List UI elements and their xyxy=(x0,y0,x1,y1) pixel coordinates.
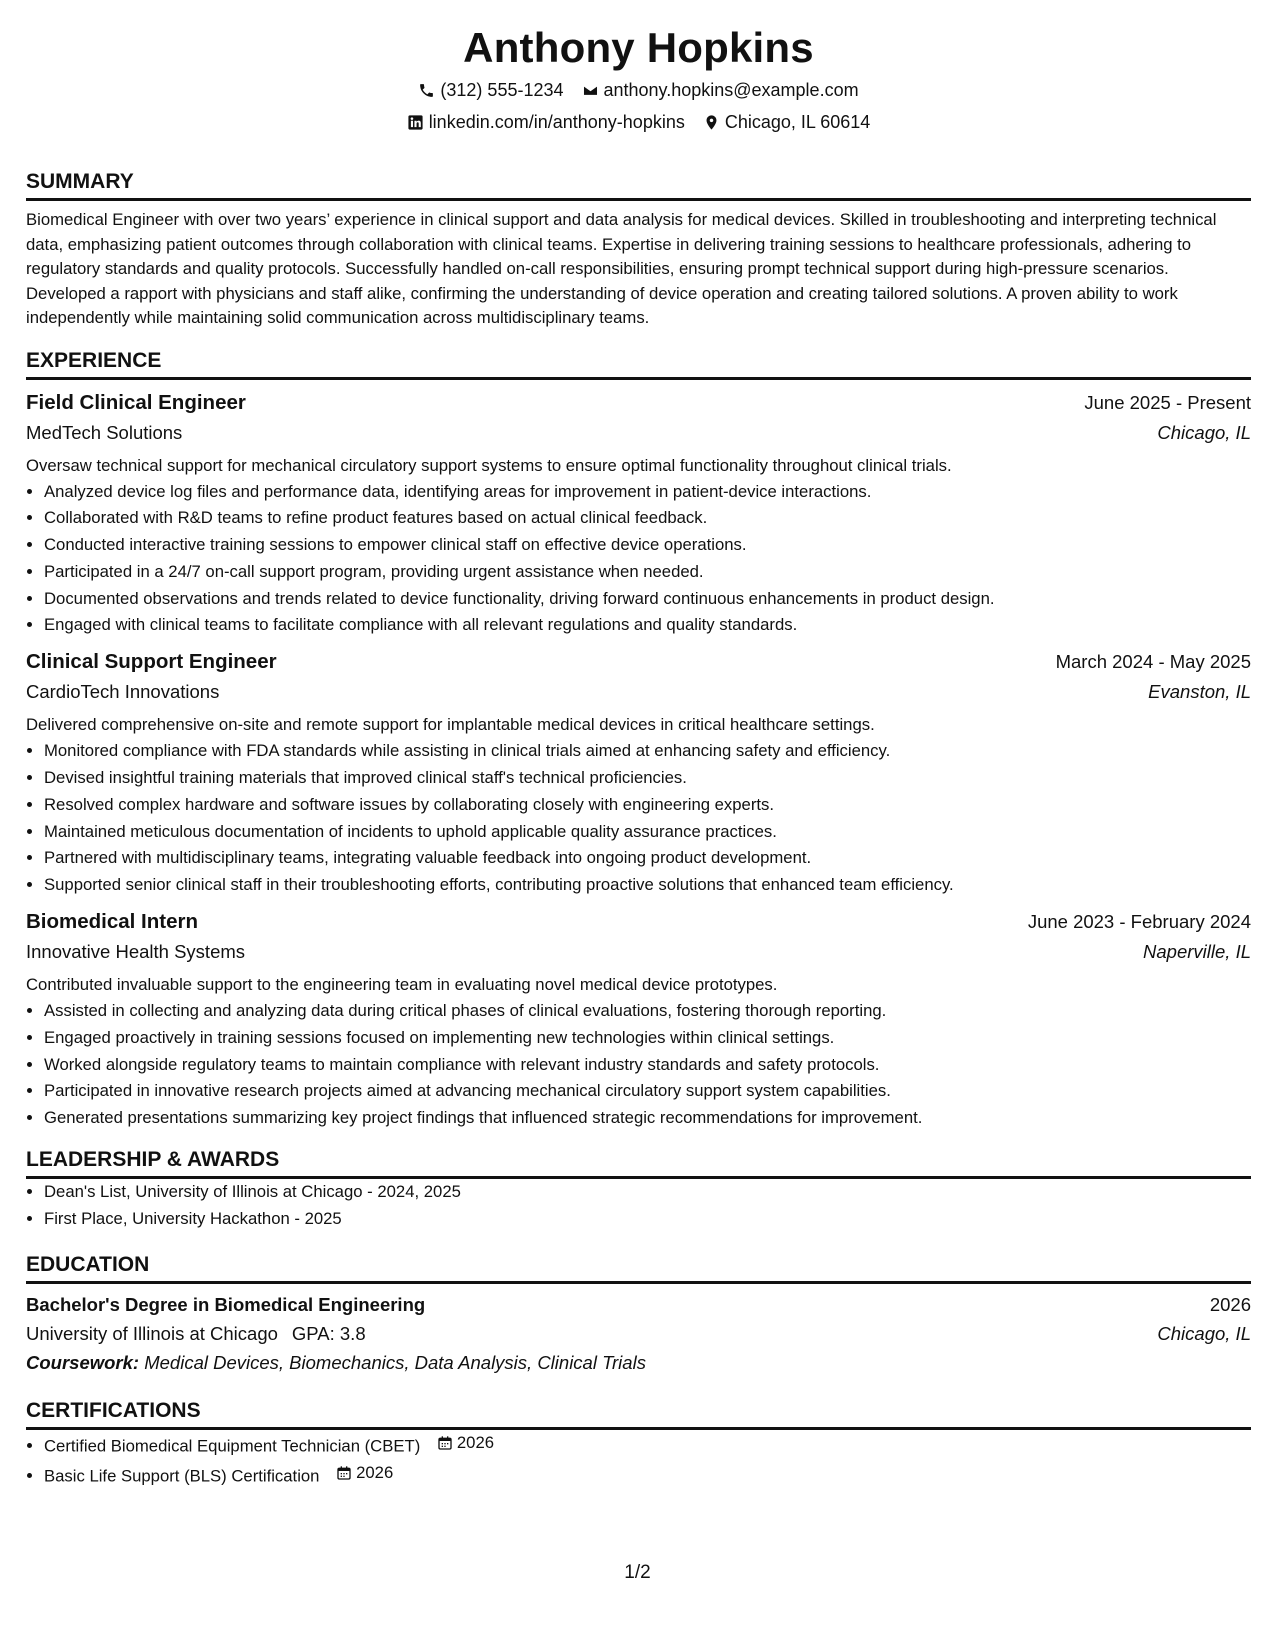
certification-year: 2026 xyxy=(356,1462,394,1482)
coursework-list: Medical Devices, Biomechanics, Data Analysis, Clinical Trials xyxy=(144,1351,646,1373)
certification-item xyxy=(44,1430,1251,1460)
job-bullet: • Generated presentations summarizing key project findings that influenced strategic recommendations for improvement. xyxy=(44,1105,1251,1132)
job-title: Field Clinical Engineer xyxy=(26,390,246,414)
coursework-label: Coursework: xyxy=(26,1351,140,1373)
awards-list xyxy=(26,1179,1251,1233)
award-item: • First Place, University Hackathon - 2025 xyxy=(44,1206,1251,1233)
job-location: Evanston, IL xyxy=(1148,681,1251,703)
contact-linkedin[interactable] xyxy=(407,106,685,138)
linkedin-icon xyxy=(407,114,424,131)
job-dates: March 2024 - May 2025 xyxy=(1055,651,1251,673)
summary-heading: SUMMARY xyxy=(26,168,1251,201)
certifications-heading: CERTIFICATIONS xyxy=(26,1397,1251,1430)
school-location: Chicago, IL xyxy=(1157,1322,1251,1344)
certifications-section xyxy=(26,1397,1251,1490)
graduation-year: 2026 xyxy=(1209,1293,1251,1315)
job-bullet: • Engaged proactively in training sessions focused on implementing new technologies within clinical settings. xyxy=(44,1025,1251,1052)
job-entry xyxy=(26,388,1251,640)
degree: Bachelor's Degree in Biomedical Engineering xyxy=(26,1293,426,1315)
job-bullet: • Resolved complex hardware and software issues by collaborating closely with engineering experts. xyxy=(44,792,1251,819)
job-company: MedTech Solutions xyxy=(26,421,183,443)
job-dates: June 2023 - February 2024 xyxy=(1027,911,1251,933)
job-bullet: • Assisted in collecting and analyzing data during critical phases of clinical evaluations, fostering thorough reporting. xyxy=(44,998,1251,1025)
envelope-icon xyxy=(582,82,599,99)
gpa: GPA: 3.8 xyxy=(291,1322,366,1344)
awards-section xyxy=(26,1146,1251,1233)
job-entry xyxy=(26,647,1251,899)
education-section xyxy=(26,1251,1251,1377)
certification-date xyxy=(437,1430,494,1457)
job-bullets xyxy=(26,738,1251,899)
job-bullet: • Maintained meticulous documentation of incidents to uphold applicable quality assurance practices. xyxy=(44,819,1251,846)
job-bullet: • Collaborated with R&D teams to refine product features based on actual clinical feedback. xyxy=(44,505,1251,532)
school-name: University of Illinois at Chicago xyxy=(26,1322,278,1344)
certification-name: Certified Biomedical Equipment Technician (CBET) xyxy=(44,1436,421,1456)
job-entry xyxy=(26,907,1251,1132)
coursework xyxy=(26,1348,1251,1377)
job-bullet: • Supported senior clinical staff in their troubleshooting efforts, contributing proactive solutions that enhanced team efficiency. xyxy=(44,872,1251,899)
job-description: Delivered comprehensive on-site and remote support for implantable medical devices in critical healthcare settings. xyxy=(26,715,875,735)
email-link[interactable]: anthony.hopkins@example.com xyxy=(603,80,859,100)
job-bullet: • Documented observations and trends related to device functionality, driving forward continuous enhancements in product design. xyxy=(44,586,1251,613)
job-bullet: • Participated in innovative research projects aimed at advancing mechanical circulatory support system capabilities. xyxy=(44,1078,1251,1105)
job-bullet: • Engaged with clinical teams to facilitate compliance with all relevant regulations and quality standards. xyxy=(44,612,1251,639)
phone-icon xyxy=(418,82,435,99)
job-bullet: • Partnered with multidisciplinary teams, integrating valuable feedback into ongoing product development. xyxy=(44,845,1251,872)
summary-text: Biomedical Engineer with over two years’ experience in clinical support and data analysis for medical devices. Skilled in troubleshooting and interpreting technical data, emphasizing patient outcomes through collaboration with clinical teams. Expertise in delivering training sessions to healthcare professionals, adhering to regulatory standards and quality protocols. Successfully handled on-call responsibilities, ensuring prompt technical support during high-pressure scenarios. Developed a rapport with physicians and staff alike, confirming the understanding of device operation and creating tailored solutions. A proven ability to work independently while maintaining solid communication across multidisciplinary teams. xyxy=(26,210,1217,327)
calendar-icon xyxy=(336,1465,352,1481)
awards-heading: LEADERSHIP & AWARDS xyxy=(26,1146,1251,1179)
experience-section xyxy=(26,347,1251,1133)
job-title: Clinical Support Engineer xyxy=(26,650,277,674)
map-pin-icon xyxy=(703,114,720,131)
job-location: Naperville, IL xyxy=(1143,941,1251,963)
page-number: 1/2 xyxy=(624,1562,651,1583)
contact-phone xyxy=(418,74,563,106)
location-text: Chicago, IL 60614 xyxy=(724,112,871,132)
job-bullet: • Participated in a 24/7 on-call support program, providing urgent assistance when needed. xyxy=(44,559,1251,586)
job-description: Oversaw technical support for mechanical circulatory support systems to ensure optimal functionality throughout clinical trials. xyxy=(26,455,952,475)
contact-row-primary xyxy=(26,74,1251,106)
job-location: Chicago, IL xyxy=(1157,421,1251,443)
job-company: CardioTech Innovations xyxy=(26,681,220,703)
job-title: Biomedical Intern xyxy=(26,910,199,934)
certification-date xyxy=(336,1460,393,1487)
contact-row-secondary xyxy=(26,106,1251,138)
certification-item xyxy=(44,1460,1251,1490)
job-company: Innovative Health Systems xyxy=(26,941,246,963)
job-bullet: • Devised insightful training materials that improved clinical staff's technical proficiencies. xyxy=(44,765,1251,792)
job-bullet: • Conducted interactive training sessions to empower clinical staff on effective device operations. xyxy=(44,532,1251,559)
resume-page xyxy=(26,0,1251,1490)
certification-name: Basic Life Support (BLS) Certification xyxy=(44,1466,320,1486)
summary-section xyxy=(26,168,1251,331)
job-bullet: • Worked alongside regulatory teams to maintain compliance with relevant industry standards and safety protocols. xyxy=(44,1052,1251,1079)
job-description: Contributed invaluable support to the engineering team in evaluating novel medical device prototypes. xyxy=(26,975,778,995)
job-dates: June 2025 - Present xyxy=(1084,391,1251,413)
candidate-name: Anthony Hopkins xyxy=(463,24,814,71)
job-bullets xyxy=(26,998,1251,1132)
experience-heading: EXPERIENCE xyxy=(26,347,1251,380)
calendar-icon xyxy=(437,1435,453,1451)
contact-location xyxy=(703,106,870,138)
contact-email[interactable] xyxy=(582,74,859,106)
education-heading: EDUCATION xyxy=(26,1251,1251,1284)
certification-year: 2026 xyxy=(456,1432,495,1452)
job-bullets xyxy=(26,479,1251,640)
job-bullet: • Analyzed device log files and performance data, identifying areas for improvement in patient-device interactions. xyxy=(44,479,1251,506)
award-item: • Dean's List, University of Illinois at Chicago - 2024, 2025 xyxy=(44,1179,1251,1206)
job-bullet: • Monitored compliance with FDA standards while assisting in clinical trials aimed at enhancing safety and efficiency. xyxy=(44,738,1251,765)
phone-text: (312) 555-1234 xyxy=(440,80,564,100)
linkedin-link[interactable]: linkedin.com/in/anthony-hopkins xyxy=(428,112,685,132)
certifications-list xyxy=(26,1430,1251,1490)
